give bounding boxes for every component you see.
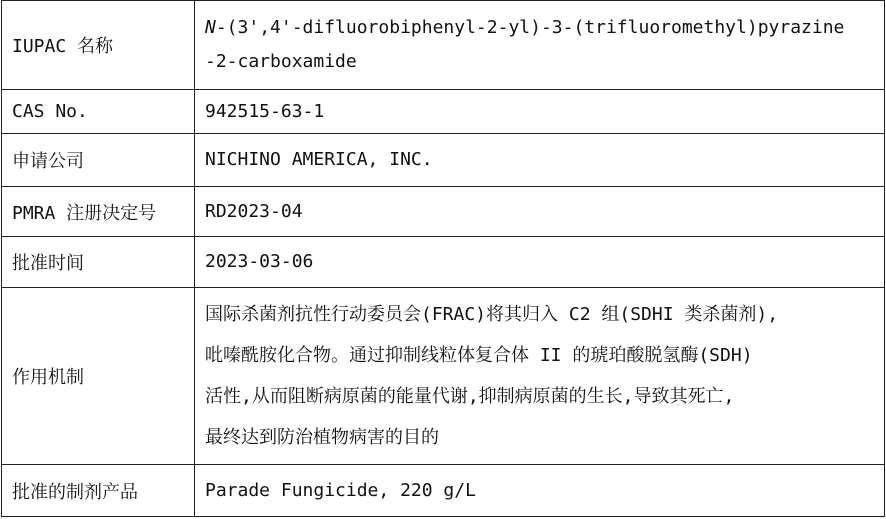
mechanism-line: 最终达到防治植物病害的目的 — [205, 427, 439, 449]
applicant-value: NICHINO AMERICA, INC. — [195, 134, 885, 187]
mechanism-value — [195, 287, 885, 465]
table-row-product — [2, 465, 885, 517]
row-label: IUPAC 名称 — [2, 1, 195, 90]
table-row-mechanism — [2, 287, 885, 465]
iupac-rest: -(3',4'-difluorobiphenyl-2-yl)-3-(trifluoromethyl)pyrazine — [215, 16, 845, 38]
table-row-applicant — [2, 134, 885, 187]
table-row-date — [2, 237, 885, 287]
row-label: 申请公司 — [2, 134, 195, 187]
mechanism-line: 吡嗪酰胺化合物。通过抑制线粒体复合体 II 的琥珀酸脱氢酶(SDH) — [205, 345, 753, 367]
pmra-decision-value: RD2023-04 — [195, 186, 885, 236]
row-label: PMRA 注册决定号 — [2, 186, 195, 236]
mechanism-line: 国际杀菌剂抗性行动委员会(FRAC)将其归入 C2 组(SDHI 类杀菌剂), — [205, 304, 779, 326]
iupac-prefix: N — [205, 16, 216, 38]
table-row-iupac — [2, 1, 885, 90]
product-value: Parade Fungicide, 220 g/L — [195, 465, 885, 517]
mechanism-line: 活性,从而阻断病原菌的能量代谢,抑制病原菌的生长,导致其死亡, — [205, 386, 735, 408]
row-label: 批准的制剂产品 — [2, 465, 195, 517]
iupac-line2: -2-carboxamide — [205, 50, 357, 72]
table-row-cas — [2, 89, 885, 133]
iupac-name-value — [195, 1, 885, 90]
row-label: 作用机制 — [2, 287, 195, 465]
row-label: 批准时间 — [2, 237, 195, 287]
table-row-pmra — [2, 186, 885, 236]
approval-date-value: 2023-03-06 — [195, 237, 885, 287]
info-table — [1, 0, 885, 517]
row-label: CAS No. — [2, 89, 195, 133]
cas-number-value: 942515-63-1 — [195, 89, 885, 133]
